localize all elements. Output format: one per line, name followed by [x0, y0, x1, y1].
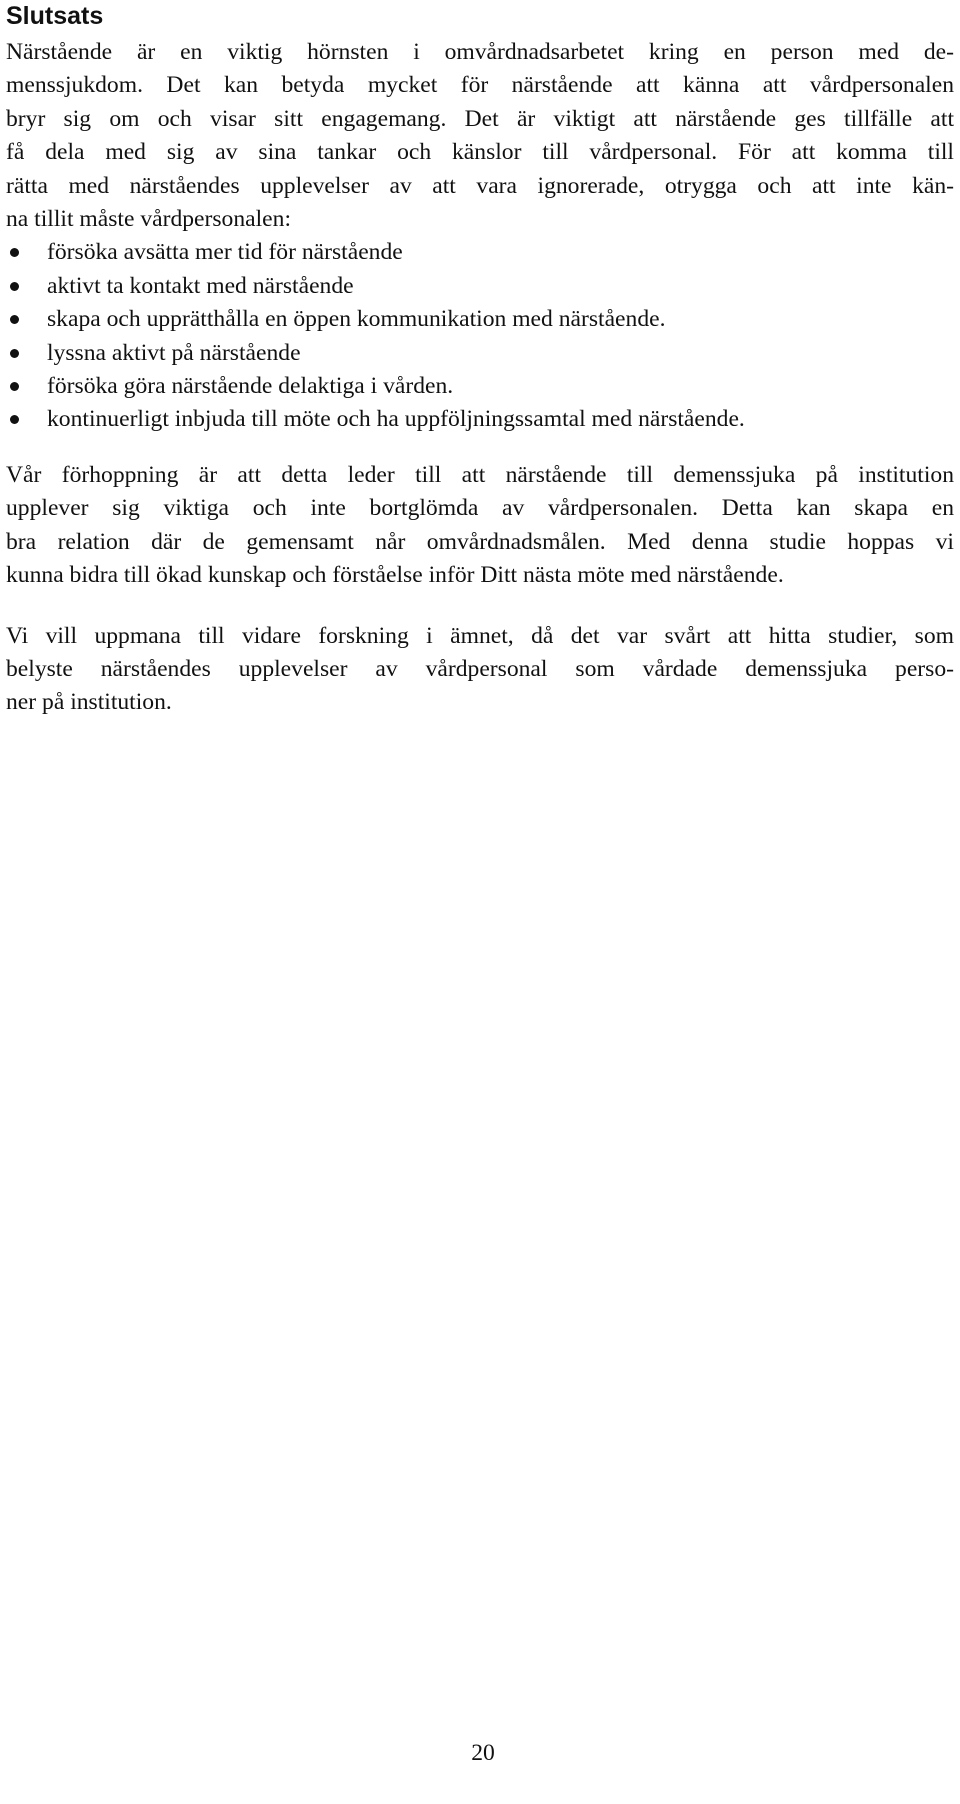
paragraph-line: Vi vill uppmana till vidare forskning i ämnet, då det var svårt att hitta studier, som [6, 622, 954, 649]
paragraph-line: rätta med närståendes upplevelser av att vara ignorerade, otrygga och att inte kän- [6, 172, 954, 199]
paragraph-research [6, 620, 954, 720]
list-item-text: försöka avsätta mer tid för närstående [47, 239, 403, 266]
paragraph-line: Vår förhoppning är att detta leder till att närstående till demenssjuka på institution [6, 461, 954, 488]
paragraph-line: menssjukdom. Det kan betyda mycket för närstående att känna att vårdpersonalen [6, 72, 954, 99]
list-item-text: kontinuerligt inbjuda till möte och ha uppföljningssamtal med närstående. [47, 406, 745, 433]
paragraph-line: upplever sig viktiga och inte bortglömda av vårdpersonalen. Detta kan skapa en [6, 495, 954, 522]
bullet-icon [10, 382, 19, 391]
list-item [6, 236, 954, 269]
document-page [6, 0, 954, 720]
paragraph-line: bra relation där de gemensamt når omvårdnadsmålen. Med denna studie hoppas vi [6, 528, 954, 555]
paragraph-line: kunna bidra till ökad kunskap och förståelse inför Ditt nästa möte med närstående. [6, 562, 784, 589]
list-item-text: skapa och upprätthålla en öppen kommunikation med närstående. [47, 306, 666, 333]
paragraph-line: na tillit måste vårdpersonalen: [6, 206, 292, 233]
bullet-icon [10, 282, 19, 291]
paragraph-intro [6, 36, 954, 236]
section-heading: Slutsats [6, 2, 104, 30]
paragraph-hope [6, 459, 954, 593]
bullet-icon [10, 415, 19, 424]
paragraph-line: Närstående är en viktig hörnsten i omvårdnadsarbetet kring en person med de- [6, 39, 954, 65]
bullet-icon [10, 315, 19, 324]
paragraph-line: bryr sig om och visar sitt engagemang. Det är viktigt att närstående ges tillfälle att [6, 105, 954, 132]
list-item-text: lyssna aktivt på närstående [47, 339, 301, 366]
bullet-icon [10, 349, 19, 358]
list-item [6, 337, 954, 370]
list-item [6, 403, 954, 436]
bullet-list [6, 236, 954, 436]
paragraph-line: få dela med sig av sina tankar och känslor till vårdpersonal. För att komma till [6, 139, 954, 166]
paragraph-line: ner på institution. [6, 689, 172, 716]
page-number: 20 [471, 1740, 495, 1766]
list-item-text: aktivt ta kontakt med närstående [47, 272, 354, 299]
bullet-icon [10, 248, 19, 257]
list-item [6, 303, 954, 336]
paragraph-line: belyste närståendes upplevelser av vårdpersonal som vårdade demenssjuka perso- [6, 655, 954, 682]
list-item [6, 270, 954, 303]
list-item [6, 370, 954, 403]
list-item-text: försöka göra närstående delaktiga i vården. [47, 373, 454, 400]
